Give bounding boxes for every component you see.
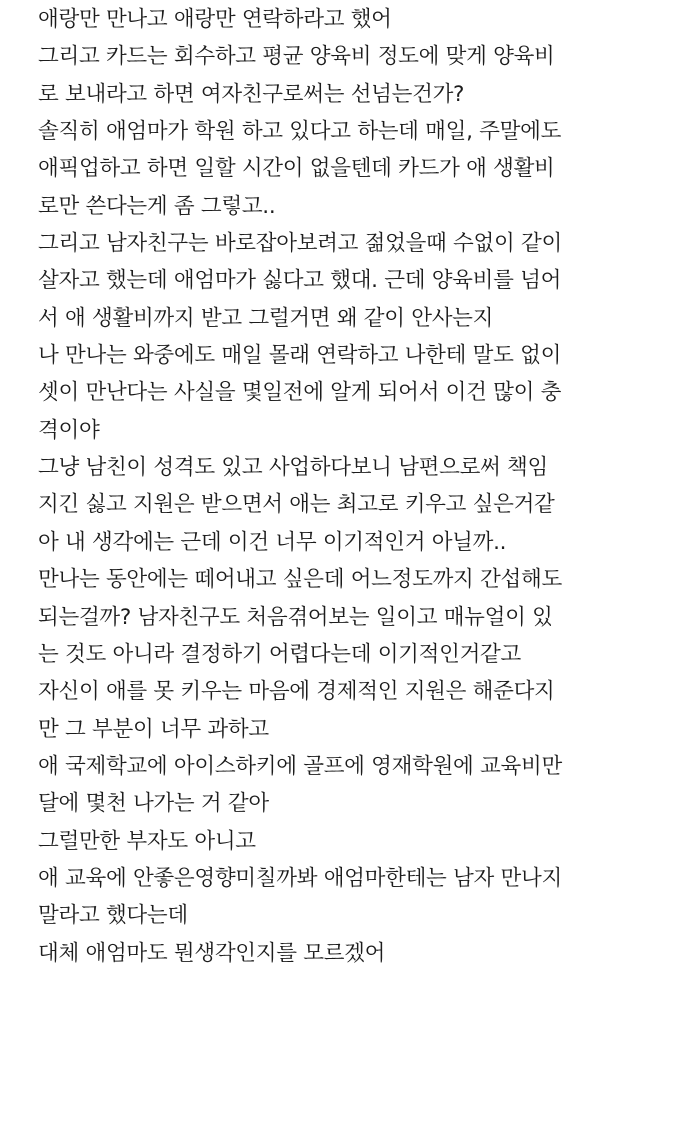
- post-line: 애픽업하고 하면 일할 시간이 없을텐데 카드가 애 생활비: [38, 156, 555, 182]
- post-line: 말라고 했다는데: [38, 903, 188, 929]
- post-line: 나 만나는 와중에도 매일 몰래 연락하고 나한테 말도 없이: [38, 343, 562, 369]
- post-line: 살자고 했는데 애엄마가 싫다고 했대. 근데 양육비를 넘어: [38, 268, 562, 294]
- post-line: 만나는 동안에는 떼어내고 싶은데 어느정도까지 간섭해도: [38, 567, 562, 593]
- post-line: 애 국제학교에 아이스하키에 골프에 영재학원에 교육비만: [38, 753, 562, 779]
- post-line: 서 애 생활비까지 받고 그럴거면 왜 같이 안사는지: [38, 305, 494, 331]
- post-line: 격이야: [38, 417, 100, 443]
- post-line: 애랑만 만나고 애랑만 연락하라고 했어: [38, 7, 392, 32]
- post-line: 대체 애엄마도 뭔생각인지를 모르겠어: [38, 940, 386, 966]
- post-line: 아 내 생각에는 근데 이건 너무 이기적인거 아닐까..: [38, 529, 507, 555]
- post-line: 되는걸까? 남자친구도 처음겪어보는 일이고 매뉴얼이 있: [38, 604, 553, 630]
- post-line: 자신이 애를 못 키우는 마음에 경제적인 지원은 해준다지: [38, 679, 555, 705]
- post-line: 로 보내라고 하면 여자친구로써는 선넘는건가?: [38, 81, 465, 107]
- post-line: 만 그 부분이 너무 과하고: [38, 716, 269, 742]
- post-body: [38, 0, 688, 972]
- post-line: 셋이 만난다는 사실을 몇일전에 알게 되어서 이건 많이 충: [38, 380, 562, 406]
- post-line: 는 것도 아니라 결정하기 어렵다는데 이기적인거같고: [38, 641, 521, 667]
- post-line: 로만 쓴다는게 좀 그렇고..: [38, 193, 276, 219]
- post-line: 그리고 카드는 회수하고 평균 양육비 정도에 맞게 양육비: [38, 44, 555, 70]
- post-line: 솔직히 애엄마가 학원 하고 있다고 하는데 매일, 주말에도: [38, 119, 562, 145]
- post-line: 지긴 싫고 지원은 받으면서 애는 최고로 키우고 싶은거같: [38, 492, 555, 518]
- post-line: 그리고 남자친구는 바로잡아보려고 젊었을때 수없이 같이: [38, 231, 562, 257]
- post-line: 애 교육에 안좋은영향미칠까봐 애엄마한테는 남자 만나지: [38, 865, 562, 891]
- post-line: 달에 몇천 나가는 거 같아: [38, 791, 269, 817]
- post-line: 그냥 남친이 성격도 있고 사업하다보니 남편으로써 책임: [38, 455, 548, 481]
- post-line: 그럴만한 부자도 아니고: [38, 828, 256, 854]
